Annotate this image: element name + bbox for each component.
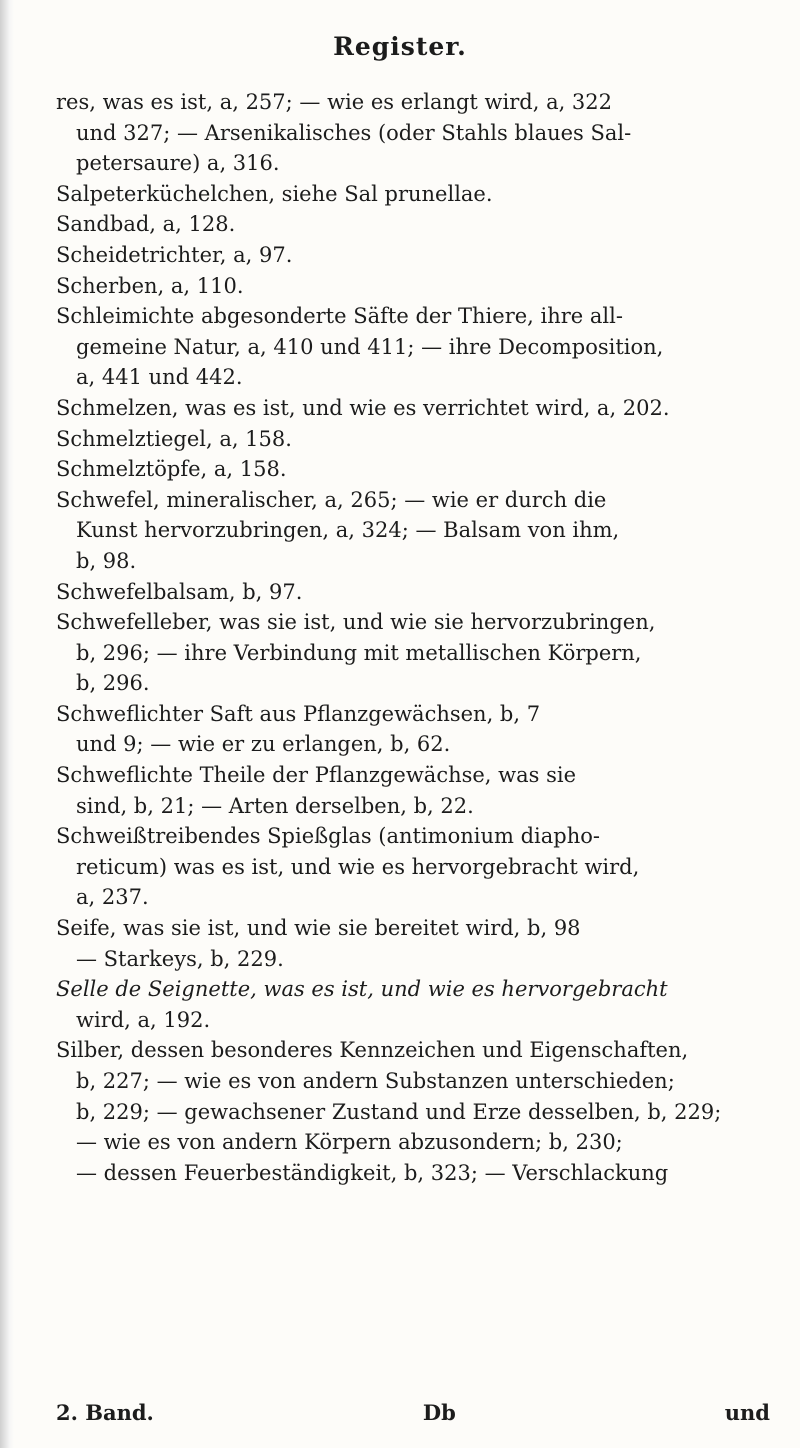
index-line: Kunst hervorzubringen, a, 324; — Balsam von ihm, xyxy=(76,518,620,543)
page-footer xyxy=(56,1400,780,1425)
index-line: Schweißtreibendes Spießglas (antimonium diapho- xyxy=(56,824,600,849)
index-line: — Starkeys, b, 229. xyxy=(76,946,284,971)
index-line: — dessen Feuerbeständigkeit, b, 323; — Verschlackung xyxy=(76,1160,669,1185)
index-line: b, 296; — ihre Verbindung mit metallischen Körpern, xyxy=(76,640,642,665)
index-line: res, was es ist, a, 257; — wie es erlangt wird, a, 322 xyxy=(56,90,613,114)
index-line: Schmelztiegel, a, 158. xyxy=(56,426,292,451)
index-line: Schweflichter Saft aus Pflanzgewächsen, b, 7 xyxy=(56,701,541,726)
signature-mark: 2. Band. xyxy=(56,1400,154,1425)
index-line: Selle de Seignette, was es ist, und wie es hervorgebracht xyxy=(56,977,668,1002)
index-line: a, 237. xyxy=(76,885,149,910)
index-line: — wie es von andern Körpern abzusondern; b, 230; xyxy=(76,1130,623,1155)
index-line: Sandbad, a, 128. xyxy=(56,212,236,237)
index-line: sind, b, 21; — Arten derselben, b, 22. xyxy=(76,793,474,818)
index-entries xyxy=(56,88,780,1189)
index-line: b, 229; — gewachsener Zustand und Erze desselben, b, 229; xyxy=(76,1099,722,1124)
index-line: b, 296. xyxy=(76,671,150,696)
index-line: b, 98. xyxy=(76,548,137,573)
index-line: Schwefelbalsam, b, 97. xyxy=(56,579,303,604)
index-line: Schwefel, mineralischer, a, 265; — wie er durch die xyxy=(56,487,607,512)
catchword: und xyxy=(724,1400,770,1425)
index-line: und 9; — wie er zu erlangen, b, 62. xyxy=(76,732,451,757)
page-gutter-shadow xyxy=(0,0,14,1448)
index-line: Schleimichte abgesonderte Säfte der Thiere, ihre all- xyxy=(56,304,623,329)
index-line: Schwefelleber, was sie ist, und wie sie hervorzubringen, xyxy=(56,610,656,635)
index-line: Schweflichte Theile der Pflanzgewächse, was sie xyxy=(56,763,577,788)
sheet-mark: Db xyxy=(422,1400,456,1425)
index-line: Salpeterküchelchen, siehe Sal prunellae. xyxy=(56,181,493,206)
index-line: petersaure) a, 316. xyxy=(76,151,280,176)
index-line: Scherben, a, 110. xyxy=(56,273,244,298)
index-line: und 327; — Arsenikalisches (oder Stahls blaues Sal- xyxy=(76,120,632,145)
index-line: Silber, dessen besonderes Kennzeichen und Eigenschaften, xyxy=(56,1038,689,1063)
index-line: wird, a, 192. xyxy=(76,1007,211,1032)
index-line: Scheidetrichter, a, 97. xyxy=(56,242,293,267)
index-line: b, 227; — wie es von andern Substanzen unterschieden; xyxy=(76,1069,675,1093)
index-line: Seife, was sie ist, und wie sie bereitet wird, b, 98 xyxy=(56,916,581,941)
index-line: Schmelzen, was es ist, und wie es verrichtet wird, a, 202. xyxy=(56,395,670,420)
index-line: reticum) was es ist, und wie es hervorgebracht wird, xyxy=(76,854,640,879)
index-line: Schmelztöpfe, a, 158. xyxy=(56,457,287,482)
index-line: a, 441 und 442. xyxy=(76,365,243,390)
running-header: Register. xyxy=(333,32,467,61)
index-line: gemeine Natur, a, 410 und 411; — ihre Decomposition, xyxy=(76,334,664,359)
